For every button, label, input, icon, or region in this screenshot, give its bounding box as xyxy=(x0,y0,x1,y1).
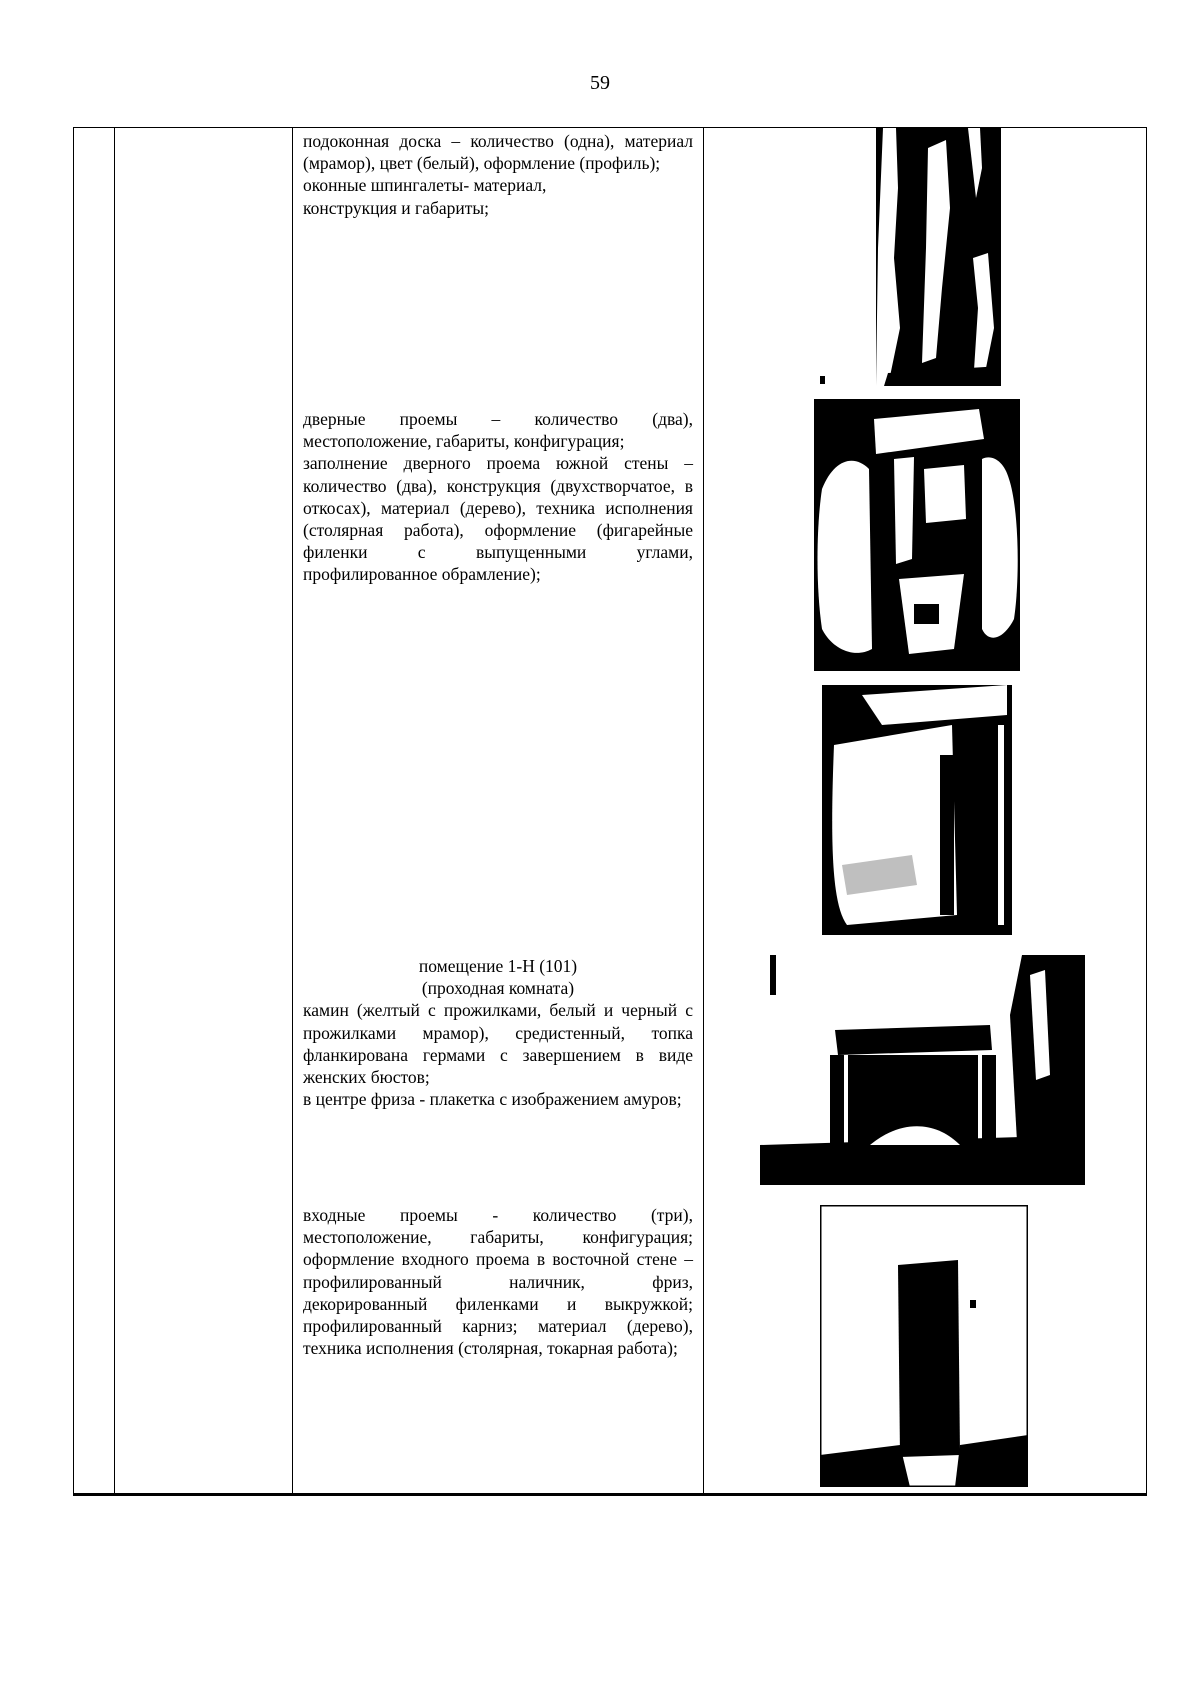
photo-fireplace xyxy=(760,955,1085,1185)
paragraph: заполнение дверного проема южной стены – количество (два), конструкция (двухстворчатое, в откосах), материал (дерево), техника исполнения (столярная работа), оформление (фигарейные филенки с выпущенными углами, профилированное обрамление); xyxy=(303,453,693,585)
page-number: 59 xyxy=(590,72,610,94)
column-divider xyxy=(114,127,115,1496)
text-room-101 xyxy=(303,955,693,1110)
paragraph: входные проемы - количество (три), местоположение, габариты, конфигурация; оформление входного проема в восточной стене – профилированный наличник, фриз, декорированный филенками и выкружкой; профилированный карниз; материал (дерево), техника исполнения (столярная, токарная работа); xyxy=(303,1205,693,1359)
paragraph: камин (желтый с прожилками, белый и черный с прожилками мрамор), средистенный, топка фланкирована гермами с завершением в виде женских бюстов; xyxy=(303,1000,693,1088)
column-divider xyxy=(292,127,293,1496)
column-divider xyxy=(703,127,704,1496)
text-window-sill xyxy=(303,130,693,219)
photo-window-sill xyxy=(818,128,1018,388)
text-doors xyxy=(303,408,693,586)
paragraph: подоконная доска – количество (одна), материал (мрамор), цвет (белый), оформление (профиль); xyxy=(303,131,693,174)
room-heading: помещение 1-Н (101) xyxy=(418,956,578,976)
photo-doorway-corner xyxy=(822,685,1012,935)
photo-double-door xyxy=(814,399,1020,671)
room-subheading: (проходная комната) xyxy=(421,978,575,999)
photo-entrance-doorway xyxy=(820,1205,1028,1487)
text-entrances xyxy=(303,1204,693,1359)
paragraph: оконные шпингалеты- материал, конструкция и габариты; xyxy=(303,175,547,218)
paragraph: в центре фриза - плакетка с изображением амуров; xyxy=(303,1089,682,1110)
paragraph: дверные проемы – количество (два), местоположение, габариты, конфигурация; xyxy=(303,409,693,452)
